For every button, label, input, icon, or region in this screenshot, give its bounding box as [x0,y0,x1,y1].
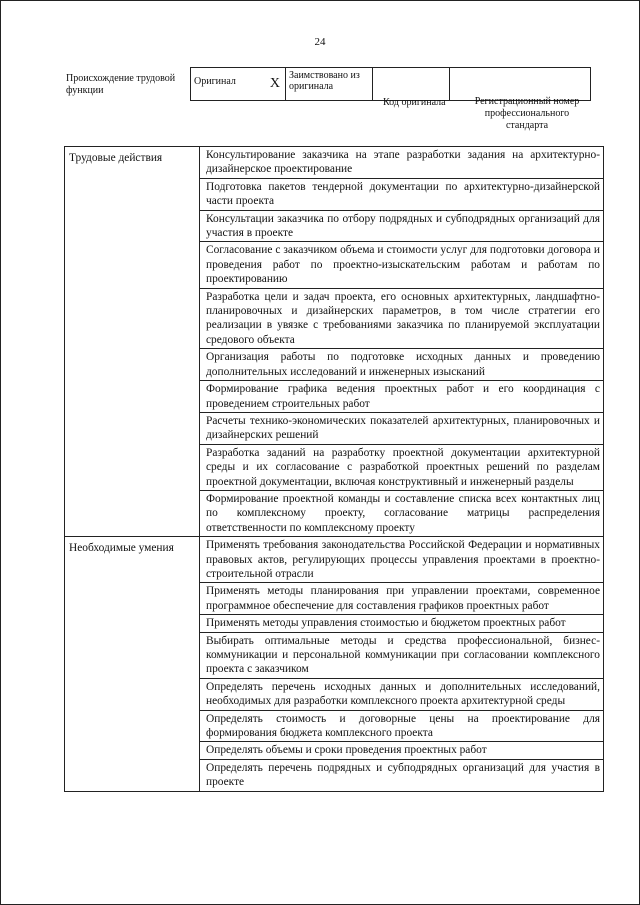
reg-number-caption: Регистрационный номер профессионального стандарта [474,96,580,131]
list-item: Разработка заданий на разработку проектной документации архитектурной среды и их согласование с разработкой проектных решений по разделам проектной документации, включая конструктивный и инженерный разделы [200,444,604,490]
list-item: Определять перечень подрядных и субподрядных организаций для участия в проекте [200,759,604,791]
list-item: Подготовка пакетов тендерной документации по архитектурно-дизайнерской части проекта [200,178,604,210]
original-label: Оригинал [194,76,236,87]
page-number: 24 [314,36,326,48]
list-item: Применять методы планирования при управлении проектами, современное программное обеспечение для составления графиков проектных работ [200,583,604,615]
origin-label: Происхождение трудовой функции [66,73,176,96]
section-title: Необходимые умения [65,537,200,792]
borrowed-cell: Заимствовано из оригинала [286,68,373,101]
table-row [65,537,604,583]
list-item: Выбирать оптимальные методы и средства профессиональной, бизнес-коммуникации и персональной коммуникации при согласовании комплексного проекта с заказчиком [200,632,604,678]
code-cell [373,68,450,101]
original-mark: X [269,76,280,91]
list-item: Расчеты технико-экономических показателей архитектурных, планировочных и дизайнерских решений [200,412,604,444]
list-item: Консультирование заказчика на этапе разработки задания на архитектурно-дизайнерское проектирование [200,147,604,179]
list-item: Формирование графика ведения проектных работ и его координация с проведением строительных работ [200,381,604,413]
list-item: Организация работы по подготовке исходных данных и проведению дополнительных исследований и инженерных изысканий [200,349,604,381]
list-item: Определять объемы и сроки проведения проектных работ [200,742,604,759]
list-item: Определять перечень исходных данных и дополнительных исследований, необходимых для разработки комплексного проекта архитектурной среды [200,678,604,710]
list-item: Консультации заказчика по отбору подрядных и субподрядных организаций для участия в проекте [200,210,604,242]
functions-table [64,146,604,792]
list-item: Разработка цели и задач проекта, его основных архитектурных, ландшафтно-планировочных и дизайнерских параметров, в том числе стратегии его реализации в увязке с требованиями заказчика по планируемой эксплуатации средового объекта [200,288,604,349]
list-item: Применять требования законодательства Российской Федерации и нормативных правовых актов, регулирующих процессы управления проектами в проектно-строительной отрасли [200,537,604,583]
list-item: Определять стоимость и договорные цены на проектирование для формирования бюджета комплексного проекта [200,710,604,742]
section-title: Трудовые действия [65,147,200,537]
original-cell [191,68,286,101]
list-item: Формирование проектной команды и составление списка всех контактных лиц по комплексному проекту, согласование матрицы распределения ответственности по комплексному проекту [200,490,604,536]
table-row [65,147,604,179]
code-caption: Код оригинала [383,97,446,108]
list-item: Согласование с заказчиком объема и стоимости услуг для подготовки договора и проведения работ по проектно-изыскательским работам и работам по проектированию [200,242,604,288]
list-item: Применять методы управления стоимостью и бюджетом проектных работ [200,615,604,632]
